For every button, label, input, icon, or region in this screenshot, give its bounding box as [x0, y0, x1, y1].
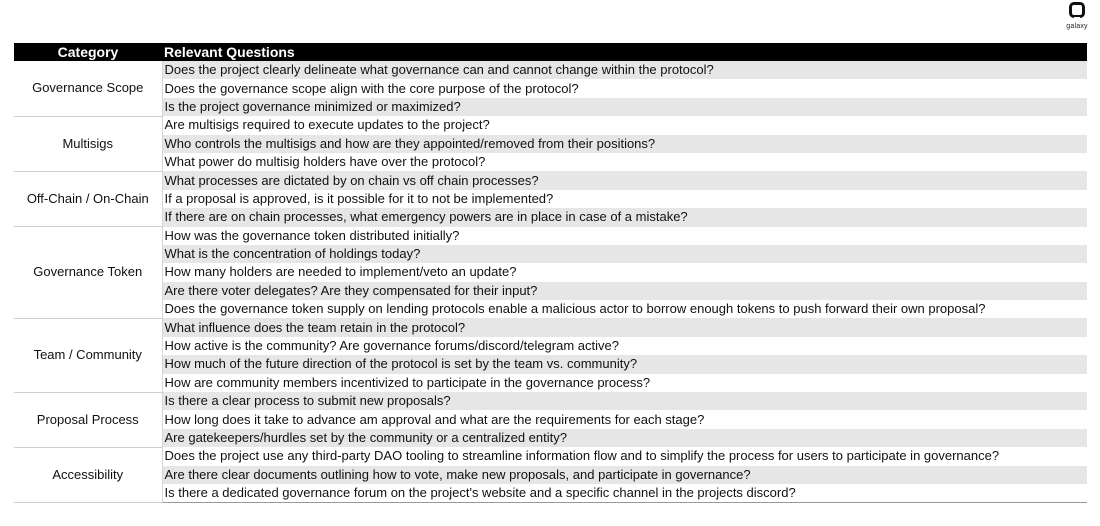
question-cell: Who controls the multisigs and how are they appointed/removed from their positions? [162, 135, 1087, 153]
question-cell: How many holders are needed to implement/veto an update? [162, 263, 1087, 281]
table-body [14, 61, 1087, 503]
table-row [14, 245, 1087, 263]
table-row [14, 447, 1087, 465]
question-cell: Is the project governance minimized or maximized? [162, 98, 1087, 116]
question-cell: Does the governance scope align with the core purpose of the protocol? [162, 79, 1087, 97]
table-row [14, 98, 1087, 116]
category-cell: Governance Scope [14, 61, 162, 116]
table-row [14, 300, 1087, 318]
governance-questions-table [14, 43, 1087, 503]
table-row [14, 79, 1087, 97]
question-cell: Is there a clear process to submit new proposals? [162, 392, 1087, 410]
table-row [14, 171, 1087, 189]
table-row [14, 355, 1087, 373]
table-row [14, 466, 1087, 484]
table-row [14, 190, 1087, 208]
table-row [14, 484, 1087, 503]
table-row [14, 282, 1087, 300]
table-row [14, 263, 1087, 281]
table-row [14, 410, 1087, 428]
category-cell: Off-Chain / On-Chain [14, 171, 162, 226]
table-row [14, 227, 1087, 245]
category-cell: Multisigs [14, 116, 162, 171]
question-cell: How active is the community? Are governance forums/discord/telegram active? [162, 337, 1087, 355]
galaxy-logo [1062, 2, 1092, 30]
question-cell: What is the concentration of holdings today? [162, 245, 1087, 263]
table-row [14, 337, 1087, 355]
category-cell: Proposal Process [14, 392, 162, 447]
table-row [14, 135, 1087, 153]
category-cell: Team / Community [14, 318, 162, 392]
question-cell: What influence does the team retain in the protocol? [162, 318, 1087, 336]
table-row [14, 374, 1087, 392]
table-row [14, 116, 1087, 134]
question-cell: Does the project use any third-party DAO tooling to streamline information flow and to simplify the process for users to participate in governance? [162, 447, 1087, 465]
header-category: Category [14, 43, 162, 61]
table-row [14, 61, 1087, 79]
category-cell: Accessibility [14, 447, 162, 503]
table-row [14, 392, 1087, 410]
question-cell: How are community members incentivized to participate in the governance process? [162, 374, 1087, 392]
question-cell: Is there a dedicated governance forum on the project's website and a specific channel in the projects discord? [162, 484, 1087, 503]
question-cell: Does the governance token supply on lending protocols enable a malicious actor to borrow enough tokens to push forward their own proposal? [162, 300, 1087, 318]
galaxy-logo-icon [1069, 2, 1085, 18]
table-row [14, 153, 1087, 171]
table-row [14, 208, 1087, 226]
category-cell: Governance Token [14, 227, 162, 319]
question-cell: If there are on chain processes, what emergency powers are in place in case of a mistake? [162, 208, 1087, 226]
question-cell: If a proposal is approved, is it possible for it to not be implemented? [162, 190, 1087, 208]
table-row [14, 429, 1087, 447]
question-cell: Are there clear documents outlining how to vote, make new proposals, and participate in governance? [162, 466, 1087, 484]
header-relevant-questions: Relevant Questions [162, 43, 1087, 61]
question-cell: How was the governance token distributed initially? [162, 227, 1087, 245]
question-cell: How long does it take to advance am approval and what are the requirements for each stage? [162, 410, 1087, 428]
table-row [14, 318, 1087, 336]
table-header-row [14, 43, 1087, 61]
question-cell: What power do multisig holders have over the protocol? [162, 153, 1087, 171]
question-cell: Are there voter delegates? Are they compensated for their input? [162, 282, 1087, 300]
question-cell: Are gatekeepers/hurdles set by the community or a centralized entity? [162, 429, 1087, 447]
question-cell: Are multisigs required to execute updates to the project? [162, 116, 1087, 134]
logo-text: galaxy [1066, 23, 1088, 30]
question-cell: Does the project clearly delineate what governance can and cannot change within the protocol? [162, 61, 1087, 79]
question-cell: What processes are dictated by on chain vs off chain processes? [162, 171, 1087, 189]
question-cell: How much of the future direction of the protocol is set by the team vs. community? [162, 355, 1087, 373]
